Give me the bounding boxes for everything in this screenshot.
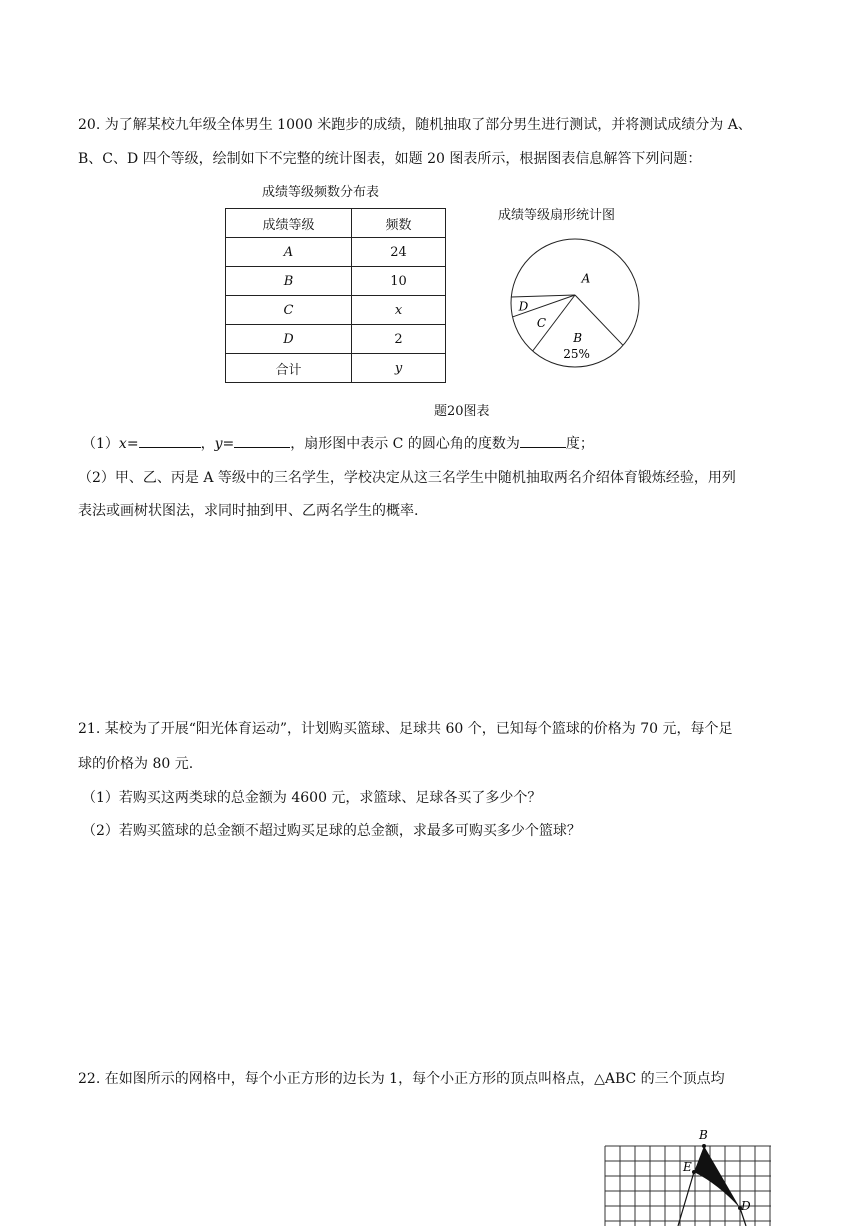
- y-eq: y=: [214, 436, 235, 452]
- q21-sub2: （2）若购买篮球的总金额不超过购买足球的总金额，求最多可购买多少个篮球？: [82, 823, 581, 839]
- point-e: [692, 1170, 696, 1174]
- q21-sub1: （1）若购买这两类球的总金额为 4600 元，求篮球、足球各买了多少个？: [82, 790, 542, 806]
- grid-lines: [605, 1146, 771, 1226]
- cell-frequency: 2: [352, 325, 446, 354]
- cell-grade: B: [226, 267, 352, 296]
- figure-caption: 题20图表: [434, 404, 490, 419]
- q20-sub1: [82, 433, 594, 453]
- cell-grade: D: [226, 325, 352, 354]
- sub1-text: ，扇形图中表示 C 的圆心角的度数为: [290, 436, 520, 452]
- table-row: [226, 238, 446, 267]
- cell-frequency: 10: [352, 267, 446, 296]
- x-blank: [139, 433, 201, 448]
- header-grade: 成绩等级: [226, 209, 352, 238]
- table-title: 成绩等级频数分布表: [262, 185, 380, 200]
- point-b: [702, 1144, 706, 1148]
- q20-sub2-line2: 表法或画树状图法，求同时抽到甲、乙两名学生的概率.: [78, 503, 419, 519]
- q22-line1: 22. 在如图所示的网格中，每个小正方形的边长为 1，每个小正方形的顶点叫格点，△ABC 的三个顶点均: [78, 1071, 725, 1087]
- q20-line2: B、C、D 四个等级，绘制如下不完整的统计图表，如题 20 图表所示，根据图表信息解答下列问题：: [78, 151, 702, 167]
- frequency-table: [225, 208, 446, 383]
- pie-label-d: D: [518, 299, 529, 314]
- q20-line1: 20. 为了解某校九年级全体男生 1000 米跑步的成绩，随机抽取了部分男生进行测试，并将测试成绩分为 A、: [78, 117, 752, 133]
- table-row: [226, 296, 446, 325]
- pie-label-c: C: [536, 316, 547, 331]
- pie-label-b: B: [573, 331, 583, 346]
- q20-sub2-line1: （2）甲、乙、丙是 A 等级中的三名学生，学校决定从这三名学生中随机抽取两名介绍体育锻炼经验，用列: [78, 470, 736, 486]
- grid-figure: [598, 1126, 778, 1226]
- pie-label-a: A: [581, 271, 591, 286]
- table-header-row: [226, 209, 446, 238]
- cell-grade: C: [226, 296, 352, 325]
- header-frequency: 频数: [352, 209, 446, 238]
- pie-percent-b: 25%: [563, 347, 590, 362]
- table-row: [226, 325, 446, 354]
- table-row: [226, 354, 446, 383]
- sub1-unit: 度；: [565, 436, 594, 452]
- y-blank: [234, 433, 290, 448]
- x-eq: x=: [118, 436, 139, 452]
- label-d: D: [741, 1199, 751, 1213]
- q21-line2: 球的价格为 80 元.: [78, 756, 194, 772]
- label-e: E: [683, 1160, 692, 1174]
- pie-chart: [505, 233, 645, 373]
- pie-title: 成绩等级扇形统计图: [498, 208, 616, 223]
- angle-blank: [520, 433, 566, 448]
- cell-frequency: y: [352, 354, 446, 383]
- cell-grade: 合计: [226, 354, 352, 383]
- sub1-sep: ，: [200, 436, 215, 452]
- sub1-label: （1）: [82, 436, 119, 452]
- shaded-region: [694, 1146, 740, 1208]
- cell-frequency: 24: [352, 238, 446, 267]
- cell-frequency: x: [352, 296, 446, 325]
- label-b: B: [699, 1128, 708, 1142]
- q21-line1: 21. 某校为了开展“阳光体育运动”，计划购买篮球、足球共 60 个，已知每个篮球的价格为 70 元，每个足: [78, 721, 733, 737]
- cell-grade: A: [226, 238, 352, 267]
- table-row: [226, 267, 446, 296]
